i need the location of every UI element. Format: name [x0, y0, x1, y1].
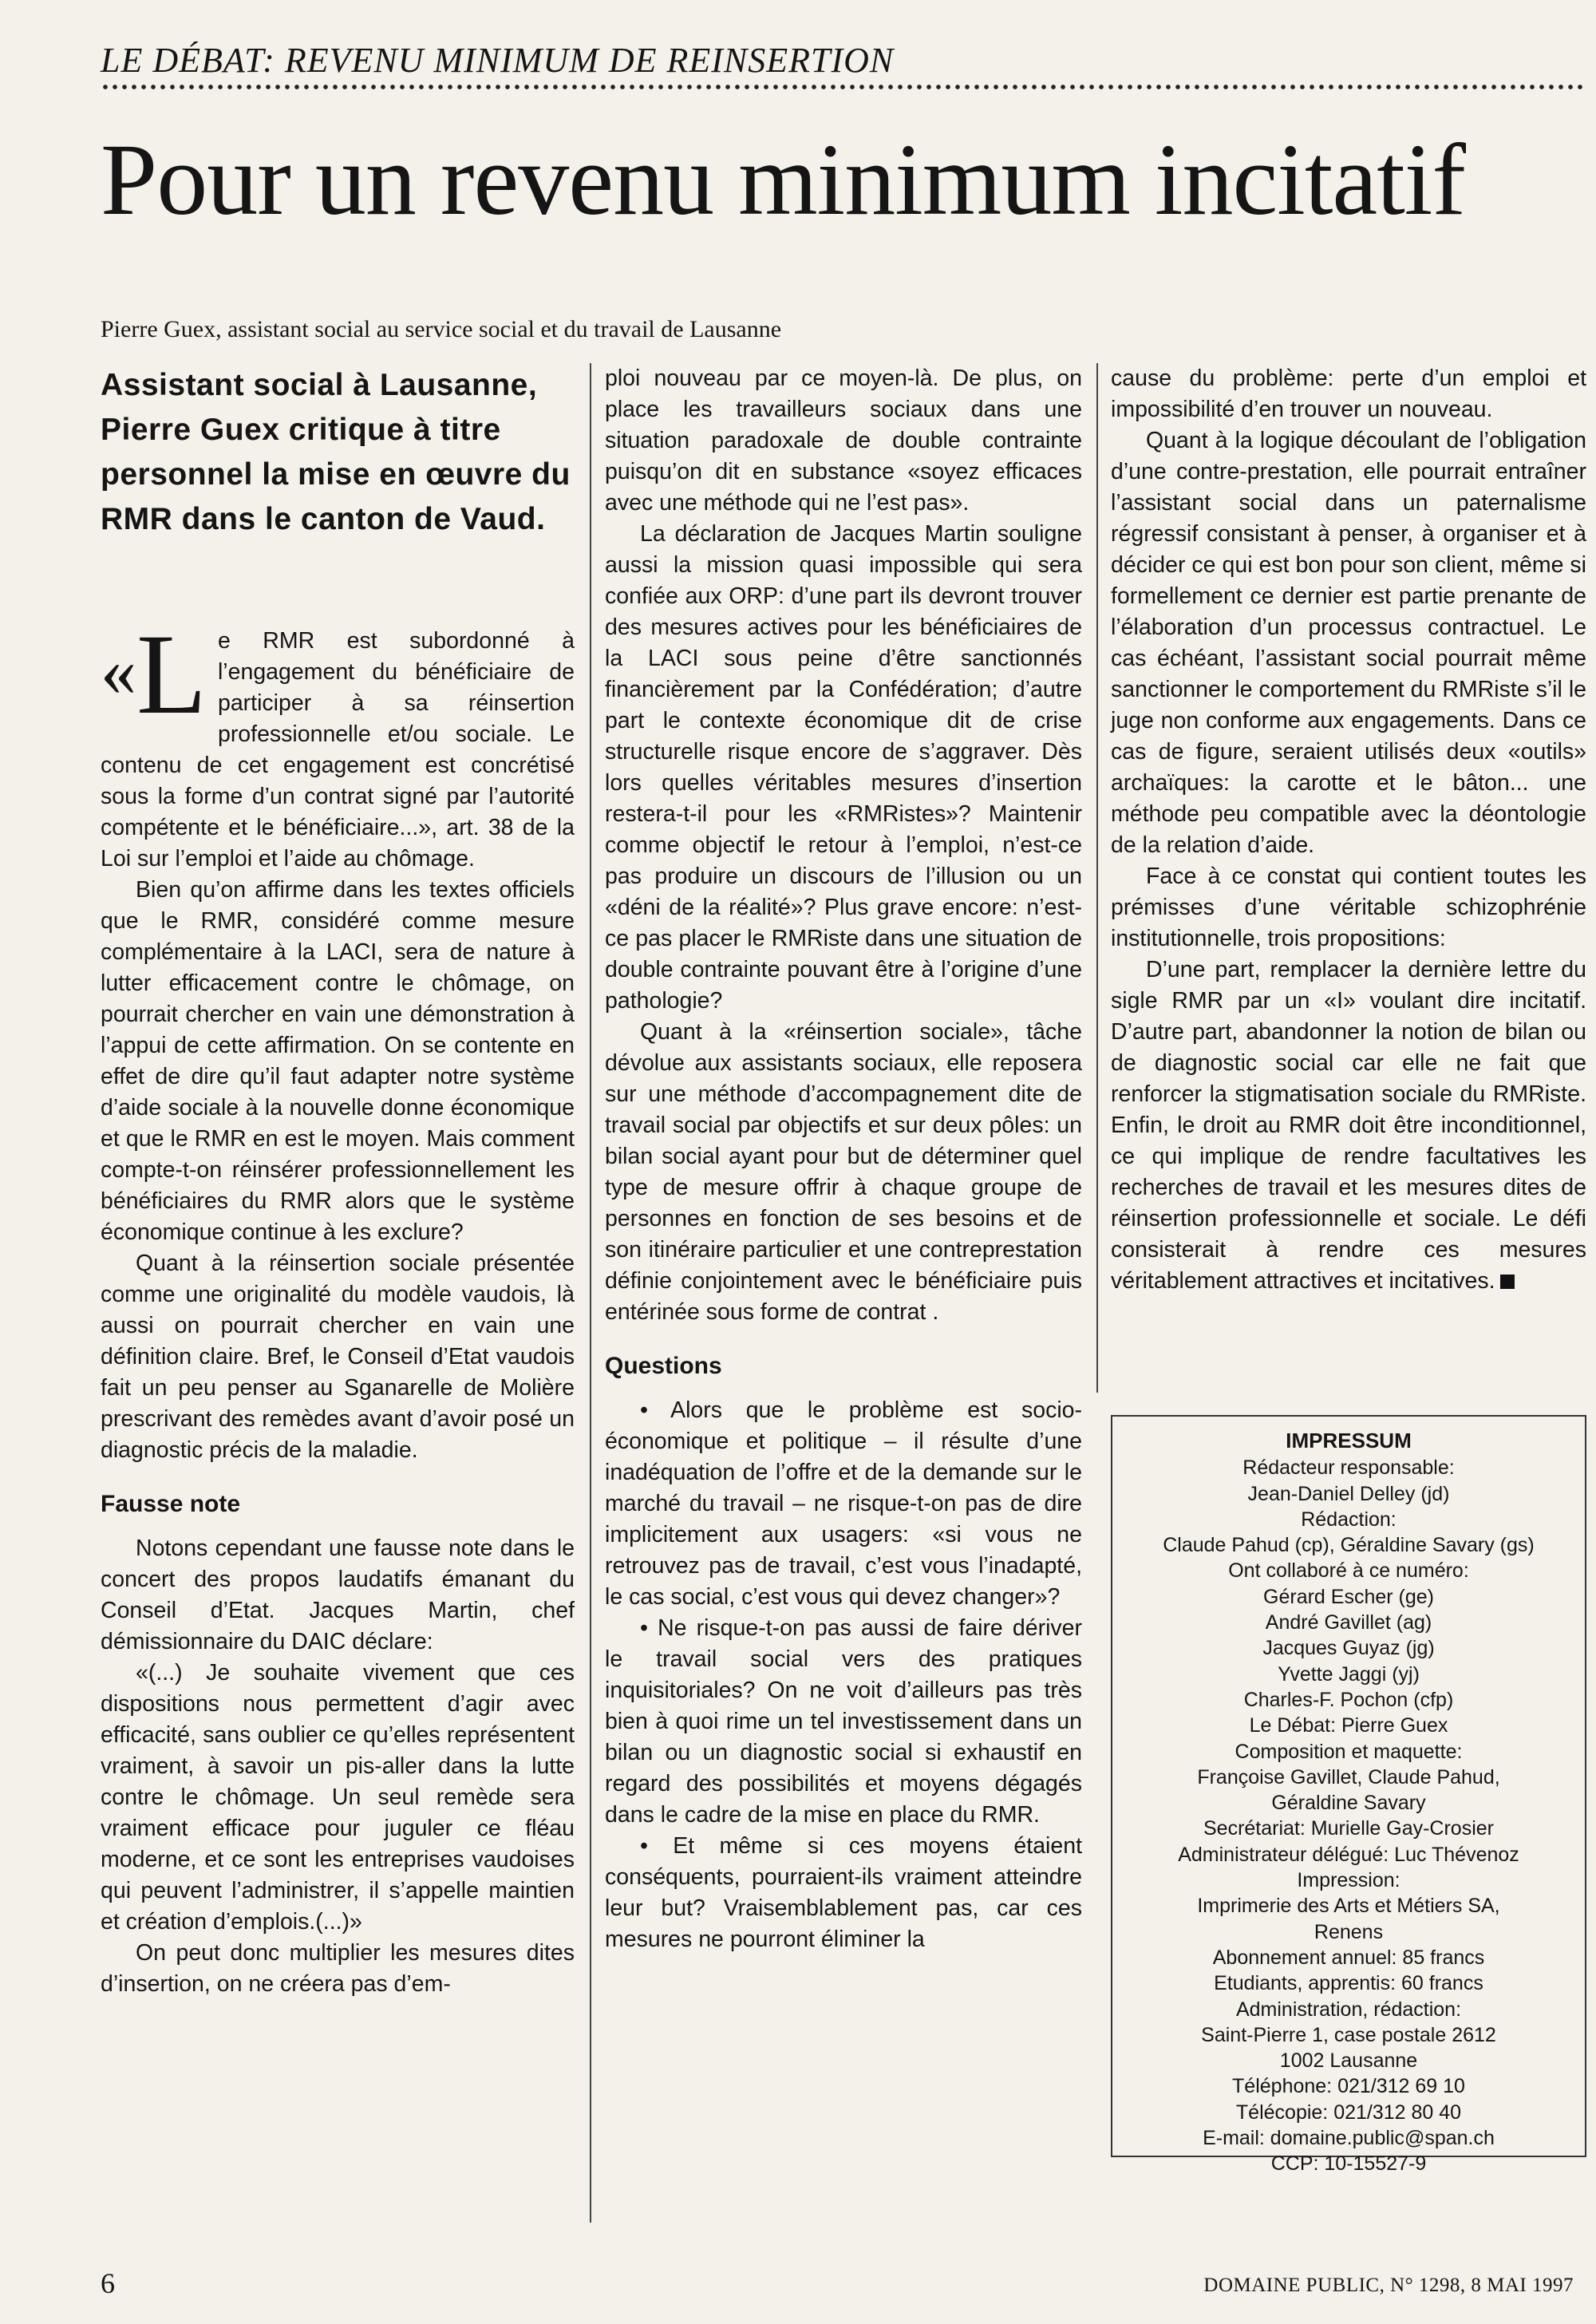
impressum-line: Le Débat: Pierre Guex: [1249, 1714, 1448, 1737]
paragraph-text: D’une part, remplacer la dernière lettre du sigle RMR par un «I» voulant dire incitatif. D’autre part, abandonner la notion de bilan ou de diagnostic social car elle ne fait que renforcer la stigmatisation sociale du RMRiste. Enfin, le droit au RMR doit être inconditionnel, ce qui implique de rendre facultatives les recherches de travail et les mesures dites de réinsertion professionnelle et sociale. Le défi consisterait à rendre ces mesures véritablement attractives et incitatives.: [1111, 957, 1586, 1294]
drop-cap-letter: L: [136, 611, 207, 738]
impressum-line: CCP: 10-15527-9: [1270, 2152, 1427, 2176]
paragraph-text: e RMR est subordonné à l’engagement du bénéficiaire de participer à sa réinsertion professionnelle et/ou sociale. Le contenu de cet engagement est concrétisé sous la forme d’un contrat signé par l’autorité compétente et le bénéficiaire...», art. 38 de la Loi sur l’emploi et l’aide au chômage.: [101, 628, 575, 872]
column-3: [1111, 363, 1586, 1297]
impressum-line: Télécopie: 021/312 80 40: [1235, 2101, 1462, 2124]
paragraph: cause du problème: perte d’un emploi et impossibilité d’en trouver un nouveau.: [1111, 366, 1586, 422]
paragraph: Quant à la «réinsertion sociale», tâche dévolue aux assistants sociaux, elle reposera sur une méthode d’accompagnement dite de travail social par objectifs et sur deux pôles: un bilan social ayant pour but de déterminer quel type de mesure offrir à chaque groupe de personnes en fonction de ses besoins et de son itinéraire particulier et une contreprestation définie conjointement avec le bénéficiaire puis entérinée sous forme de contrat .: [605, 1019, 1082, 1325]
paragraph: Quant à la réinsertion sociale présentée comme une originalité du modèle vaudois, là aussi on pourrait chercher en vain une définition claire. Bref, le Conseil d’Etat vaudois fait un peu penser au Sganarelle de Molière prescrivant des remèdes avant d’avoir posé un diagnostic précis de la maladie.: [101, 1251, 575, 1463]
impressum-line: Rédacteur responsable:: [1242, 1456, 1455, 1480]
impressum-line: Claude Pahud (cp), Géraldine Savary (gs): [1163, 1534, 1535, 1557]
impressum-line: Etudiants, apprentis: 60 francs: [1214, 1972, 1483, 1995]
impressum-line: Gérard Escher (ge): [1263, 1585, 1434, 1608]
paragraph: Face à ce constat qui contient toutes les prémisses d’une véritable schizophrénie institutionnelle, trois propositions:: [1111, 864, 1586, 951]
impressum-line: Administration, rédaction:: [1235, 1998, 1462, 2021]
column-1: [101, 363, 575, 2000]
impressum-box: [1111, 1415, 1586, 2176]
byline: Pierre Guex, assistant social au service social et du travail de Lausanne: [101, 316, 782, 342]
subheading-questions: Questions: [605, 1353, 722, 1379]
impressum-line: Administrateur délégué: Luc Thévenoz: [1178, 1843, 1519, 1866]
impressum-line: 1002 Lausanne: [1279, 2049, 1418, 2073]
paragraph: «(...) Je souhaite vivement que ces dispositions nous permettent d’agir avec efficacité, sans oublier ce qu’elles représentent vraiment, à savoir un pis-aller dans la lutte contre le chômage. Un seul remède sera vraiment efficace pour juguler ce fléau moderne, et ce sont les entreprises vaudoises qui peuvent l’administrer, il s’appelle maintien et création d’emplois.(...)»: [101, 1660, 575, 1935]
column-divider-1: [590, 363, 591, 2223]
impressum-line: Impression:: [1297, 1869, 1400, 1892]
column-2: [605, 363, 1082, 1955]
impressum-line: Charles-F. Pochon (cfp): [1243, 1688, 1454, 1711]
question-item: • Et même si ces moyens étaient conséquents, pourraient-ils vraiment atteindre leur but? Vraisemblablement pas, car ces mesures ne pourront éliminer la: [605, 1833, 1082, 1952]
paragraph: Quant à la logique découlant de l’obligation d’une contre-prestation, elle pourrait entraîner l’assistant social dans un paternalisme régressif consistant à penser, à organiser et à décider ce qui est bon pour son client, même si formellement ce dernier est partie prenante de l’élaboration d’un processus contractuel. Le cas échéant, l’assistant social pourrait même sanctionner le comportement du RMRiste s’il le juge non conforme aux engagements. Dans ce cas de figure, seraient utilisés deux «outils» archaïques: la carotte et le bâton... une méthode peu compatible avec la déontologie de la relation d’aide.: [1111, 428, 1586, 858]
article-lead: Assistant social à Lausanne, Pierre Guex critique à titre personnel la mise en œuvre du RMR dans le canton de Vaud.: [101, 368, 571, 536]
page-number: 6: [101, 2267, 115, 2299]
question-item: • Alors que le problème est socio-économique et politique – il résulte d’une inadéquation de l’offre et de la demande sur le marché du travail – ne risque-t-on pas de dire implicitement aux usagers: «si vous ne retrouvez pas de travail, c’est vous l’inadapté, le cas social, c’est vous qui devez changer»?: [605, 1397, 1082, 1610]
impressum-line: Secrétariat: Murielle Gay-Crosier: [1203, 1817, 1494, 1840]
impressum-line: Imprimerie des Arts et Métiers SA,: [1197, 1895, 1500, 1918]
column-divider-2: [1096, 363, 1098, 1393]
impressum-line: Yvette Jaggi (yj): [1278, 1662, 1420, 1686]
impressum-line: Géraldine Savary: [1271, 1792, 1426, 1815]
paragraph: La déclaration de Jacques Martin souligne aussi la mission quasi impossible qui sera confiée aux ORP: d’une part ils devront trouver des mesures actives pour les bénéficiaires de la LACI sous peine d’être sanctionnés financièrement par la Confédération; d’autre part le contexte économique dit de crise structurelle risque encore de s’aggraver. Dès lors quelles véritables mesures d’insertion restera-t-il pour les «RMRistes»? Maintenir comme objectif le retour à l’emploi, n’est-ce pas produire un discours de l’illusion ou un «déni de la réalité»? Plus grave encore: n’est-ce pas placer le RMRiste dans une situation de double contrainte pouvant être à l’origine d’une pathologie?: [605, 521, 1082, 1014]
section-kicker: LE DÉBAT: REVENU MINIMUM DE REINSERTION: [101, 41, 895, 80]
paragraph: [101, 611, 575, 875]
article-title: Pour un revenu minimum incitatif: [101, 123, 1465, 236]
paragraph: ploi nouveau par ce moyen-là. De plus, on place les travailleurs sociaux dans une situation paradoxale de double contrainte puisqu’on dit en substance «soyez efficaces avec une méthode qui ne l’est pas».: [605, 366, 1082, 516]
impressum-line: Ont collaboré à ce numéro:: [1228, 1559, 1469, 1583]
impressum-line: Téléphone: 021/312 69 10: [1232, 2075, 1465, 2098]
paragraph: [1111, 955, 1586, 1297]
drop-cap-quote: «: [101, 632, 136, 711]
impressum-line: E-mail: domaine.public@span.ch: [1203, 2127, 1495, 2150]
impressum-line: Abonnement annuel: 85 francs: [1212, 1946, 1485, 1969]
dotted-rule: [101, 83, 1586, 91]
impressum-line: Jacques Guyaz (jg): [1262, 1637, 1435, 1660]
question-item: • Ne risque-t-on pas aussi de faire dériver le travail social vers des pratiques inquisitoriales? On ne voit d’ailleurs pas très bien à quoi rime un tel investissement dans un bilan ou un diagnostic social si exhaustif en regard des possibilités et moyens dégagés dans le cadre de la mise en place du RMR.: [605, 1615, 1082, 1828]
impressum-line: Rédaction:: [1301, 1508, 1396, 1531]
impressum-line: Jean-Daniel Delley (jd): [1247, 1482, 1450, 1505]
paragraph: Notons cependant une fausse note dans le concert des propos laudatifs émanant du Conseil d’Etat. Jacques Martin, chef démissionnaire du DAIC déclare:: [101, 1536, 575, 1654]
subheading-fausse-note: Fausse note: [101, 1491, 241, 1517]
impressum-title: IMPRESSUM: [1286, 1429, 1412, 1452]
impressum-line: Saint-Pierre 1, case postale 2612: [1201, 2023, 1496, 2046]
impressum-line: Renens: [1314, 1920, 1384, 1943]
impressum-line: Composition et maquette:: [1235, 1740, 1463, 1763]
drop-cap: [101, 611, 207, 738]
issue-footer: DOMAINE PUBLIC, N° 1298, 8 MAI 1997: [1203, 2275, 1574, 2296]
end-of-article-mark: [1500, 1275, 1515, 1289]
impressum-line: André Gavillet (ag): [1265, 1611, 1432, 1634]
impressum-line: Françoise Gavillet, Claude Pahud,: [1197, 1765, 1500, 1788]
paragraph: Bien qu’on affirme dans les textes officiels que le RMR, considéré comme mesure complémentaire à la LACI, sera de nature à lutter efficacement contre le chômage, on pourrait chercher en vain une démonstration à l’appui de cette affirmation. On se contente en effet de dire qu’il faut adapter notre système d’aide sociale à la nouvelle donne économique et que le RMR en est le moyen. Mais comment compte-t-on réinsérer professionnellement les bénéficiaires du RMR alors que le système économique continue à les exclure?: [101, 877, 575, 1245]
paragraph: On peut donc multiplier les mesures dites d’insertion, on ne créera pas d’em-: [101, 1940, 575, 1997]
